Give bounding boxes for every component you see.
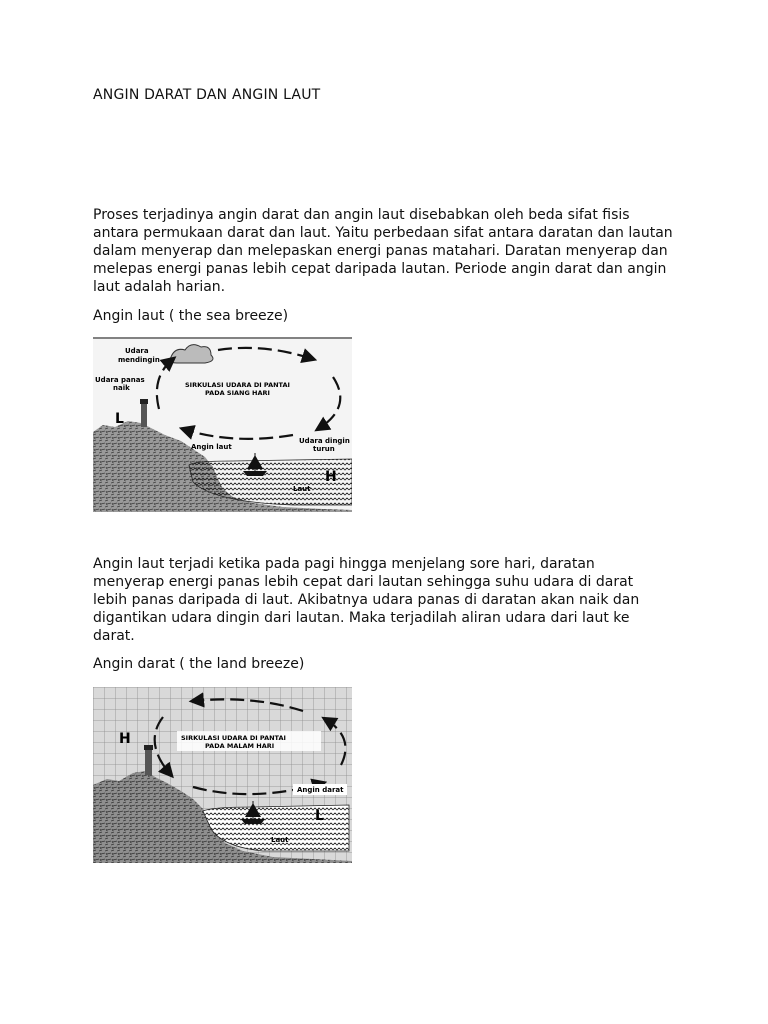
- land-breeze-diagram: [93, 687, 352, 863]
- document-title: ANGIN DARAT DAN ANGIN LAUT: [93, 87, 321, 103]
- high-pressure-label: H: [119, 731, 131, 747]
- low-pressure-label: L: [115, 411, 124, 427]
- center-label-1: SIRKULASI UDARA DI PANTAI: [181, 734, 286, 742]
- center-label-2: PADA MALAM HARI: [205, 742, 275, 750]
- lighthouse-icon: [145, 749, 152, 775]
- label-cold-down-1: Udara dingin: [299, 437, 350, 445]
- center-label-1: SIRKULASI UDARA DI PANTAI: [185, 381, 290, 389]
- center-label-2: PADA SIANG HARI: [205, 389, 270, 397]
- sea-label: Laut: [293, 485, 311, 493]
- wind-label: Angin darat: [297, 786, 344, 794]
- low-pressure-label: L: [315, 808, 324, 824]
- sea-breeze-diagram: [93, 337, 352, 512]
- wind-label: Angin laut: [191, 443, 232, 451]
- label-cold-down-2: turun: [313, 445, 335, 453]
- label-cool-air-1: Udara: [125, 347, 149, 355]
- sea-breeze-paragraph: Angin laut terjadi ketika pada pagi hingga menjelang sore hari, daratan menyerap energi panas lebih cepat dari lautan sehingga suhu udara di darat lebih panas daripada di laut. Akibatnya udara panas di daratan akan naik dan digantikan udara dingin dari lautan. Maka terjadilah aliran udara dari laut ke darat.: [93, 556, 640, 644]
- intro-paragraph: Proses terjadinya angin darat dan angin laut disebabkan oleh beda sifat fisis antara permukaan darat dan laut. Yaitu perbedaan sifat antara daratan dan lautan dalam menyerap dan melepaskan energi panas matahari. Daratan menyerap dan melepas energi panas lebih cepat daripada lautan. Periode angin darat dan angin laut adalah harian.: [93, 207, 673, 295]
- label-hot-air-1: Udara panas: [95, 376, 145, 384]
- high-pressure-label: H: [325, 469, 337, 485]
- sea-label: Laut: [271, 836, 289, 844]
- lighthouse-icon: [141, 403, 147, 427]
- land-breeze-caption: Angin darat ( the land breeze): [93, 656, 305, 672]
- label-cool-air-2: mendingin: [118, 356, 160, 364]
- sea-breeze-caption: Angin laut ( the sea breeze): [93, 308, 289, 324]
- label-hot-air-2: naik: [113, 384, 130, 392]
